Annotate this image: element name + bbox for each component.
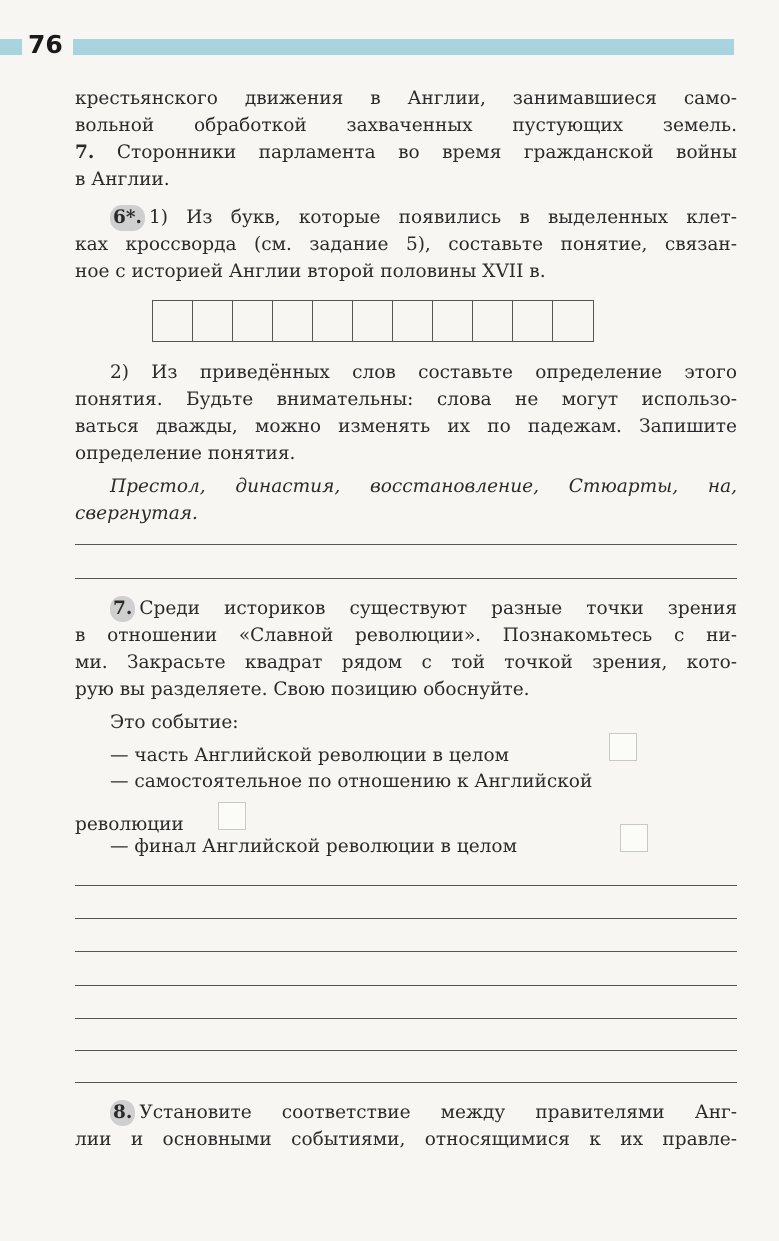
task8-line-1 [110, 1100, 737, 1126]
task6-line-3: ное с историей Англии второй половины XVII в. [75, 261, 546, 282]
intro-line-3 [75, 140, 737, 166]
intro-line-3-text: Сторонники парламента во время гражданской войны [116, 142, 737, 163]
letter-cell[interactable] [433, 301, 473, 341]
letter-cell[interactable] [393, 301, 433, 341]
task6-line-1-text: 1) Из букв, которые появились в выделенных клет- [149, 207, 737, 228]
task7-number: 7. [110, 596, 135, 622]
letter-cell[interactable] [233, 301, 273, 341]
answer-line[interactable] [75, 1082, 737, 1083]
intro-line-1: крестьянского движения в Англии, занимавшиеся само- [75, 88, 737, 109]
task7-lead: Это событие: [110, 712, 239, 733]
task7-option-1: — часть Английской революции в целом [110, 745, 509, 766]
task7-line-4: рую вы разделяете. Свою позицию обоснуйте. [75, 679, 530, 700]
task6-words-line-2: свергнутая. [75, 503, 198, 524]
letter-cell[interactable] [473, 301, 513, 341]
letter-cell[interactable] [353, 301, 393, 341]
task7-option-2-line-2: революции [75, 814, 184, 835]
answer-line[interactable] [75, 951, 737, 952]
page-number: 76 [28, 30, 63, 59]
option-1-checkbox[interactable] [609, 733, 637, 761]
task7-line-3: ми. Закрасьте квадрат рядом с той точкой зрения, кото- [75, 652, 737, 673]
letter-cell[interactable] [273, 301, 313, 341]
answer-line[interactable] [75, 1018, 737, 1019]
option-3-checkbox[interactable] [620, 824, 648, 852]
task7-option-2-line-1: — самостоятельное по отношению к Английской [110, 771, 593, 792]
intro-line-4: в Англии. [75, 169, 170, 190]
answer-line[interactable] [75, 544, 737, 545]
task6-part2-line-3: ваться дважды, можно изменять их по падежам. Запишите [75, 416, 737, 437]
task8-line-2: лии и основными событиями, относящимися к их правле- [75, 1129, 737, 1150]
task6-part2-line-4: определение понятия. [75, 443, 296, 464]
task7-line-1-text: Среди историков существуют разные точки зрения [139, 598, 737, 619]
task8-line-1-text: Установите соответствие между правителями Анг- [139, 1102, 737, 1123]
task6-number: 6*. [110, 205, 145, 231]
header-bar [73, 39, 734, 55]
task6-line-1 [110, 205, 737, 231]
task6-words-line-1: Престол, династия, восстановление, Стюарты, на, [110, 476, 737, 497]
task7-line-1 [110, 596, 737, 622]
answer-line[interactable] [75, 918, 737, 919]
task7-line-2: в отношении «Славной революции». Познакомьтесь с ни- [75, 625, 737, 646]
letter-cell[interactable] [153, 301, 193, 341]
letter-cell[interactable] [513, 301, 553, 341]
option-2-checkbox[interactable] [218, 802, 246, 830]
task6-line-2: ках кроссворда (см. задание 5), составьте понятие, связан- [75, 234, 737, 255]
task6-part2-line-2: понятия. Будьте внимательны: слова не могут использо- [75, 389, 737, 410]
task8-number: 8. [110, 1100, 135, 1126]
letter-cell[interactable] [313, 301, 353, 341]
item-number-7: 7. [75, 142, 95, 163]
task6-part2-line-1: 2) Из приведённых слов составьте определение этого [110, 362, 737, 383]
answer-letter-grid [152, 300, 594, 342]
letter-cell[interactable] [553, 301, 593, 341]
answer-line[interactable] [75, 985, 737, 986]
letter-cell[interactable] [193, 301, 233, 341]
intro-line-2: вольной обработкой захваченных пустующих земель. [75, 115, 737, 136]
answer-line[interactable] [75, 885, 737, 886]
task7-option-3: — финал Английской революции в целом [110, 836, 517, 857]
header-bar-left [0, 39, 22, 55]
answer-line[interactable] [75, 1050, 737, 1051]
answer-line[interactable] [75, 578, 737, 579]
